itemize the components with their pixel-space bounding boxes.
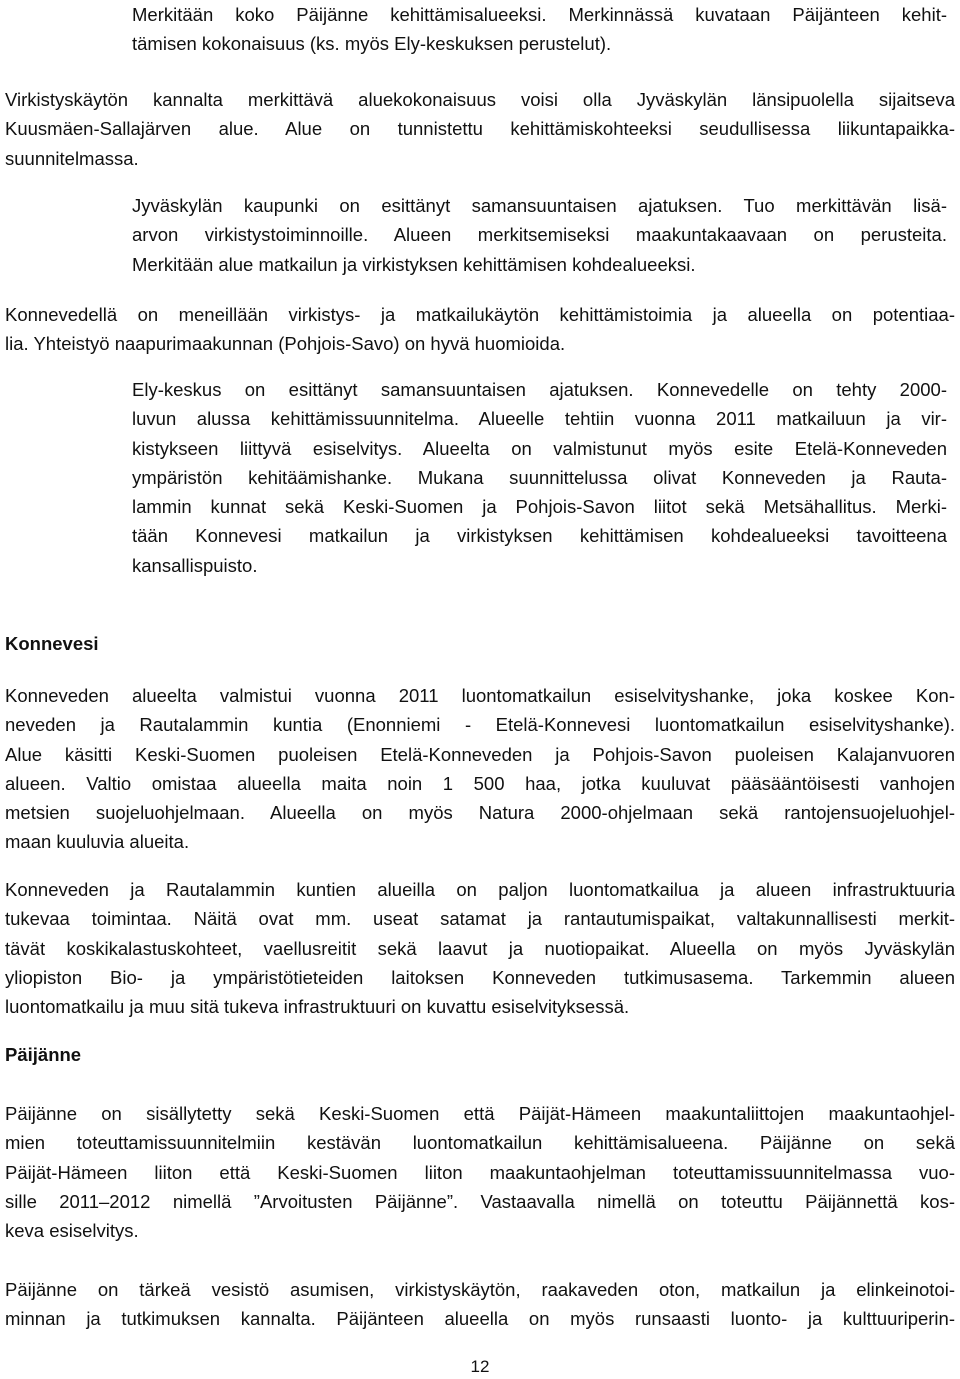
paragraph-ely-statement — [132, 375, 947, 580]
text-line: lammin kunnat sekä Keski-Suomen ja Pohjois-Savon liitot sekä Metsähallitus. Merki- — [132, 496, 947, 518]
text-line: maan kuuluvia alueita. — [5, 831, 190, 853]
text-line: Konneveden alueelta valmistui vuonna 2011 luontomatkailun esiselvityshanke, joka koskee Kon- — [5, 685, 955, 706]
text-line: Merkitään alue matkailun ja virkistyksen kehittämisen kohdealueeksi. — [132, 253, 696, 275]
text-line: lia. Yhteistyö naapurimaakunnan (Pohjois-Savo) on hyvä huomioida. — [5, 333, 566, 355]
section-heading-paijanne: Päijänne — [5, 1044, 82, 1065]
text-line: ympäristön kehitäämishanke. Mukana suunnittelussa olivat Konneveden ja Rauta- — [132, 466, 947, 488]
text-line: Ely-keskus on esittänyt samansuuntaisen ajatuksen. Konnevedelle on tehty 2000- — [132, 379, 947, 400]
text-line: tävät koskikalastuskohteet, vaellusreitit sekä laavut ja nuotiopaikat. Alueella on myös Jyväskylän — [5, 937, 955, 959]
text-line: minnan ja tutkimuksen kannalta. Päijänteen alueella on myös runsaasti luonto- ja kulttuuriperin- — [5, 1308, 955, 1330]
text-line: mien toteuttamissuunnitelmiin kestävän luontomatkailun kehittämisalueena. Päijänne on sekä — [5, 1132, 955, 1154]
text-line: suunnitelmassa. — [5, 147, 139, 169]
text-line: Kuusmäen-Sallajärven alue. Alue on tunnistettu kehittämiskohteeksi seudullisessa liikuntapaikka- — [5, 118, 955, 140]
paragraph-konnevesi-infrastructure — [5, 875, 955, 1021]
page-number: 12 — [470, 1357, 490, 1376]
text-line: tämisen kokonaisuus (ks. myös Ely-keskuksen perustelut). — [132, 33, 612, 55]
text-line: Virkistyskäytön kannalta merkittävä aluekokonaisuus voisi olla Jyväskylän länsipuolella sijaitseva — [5, 89, 955, 110]
text-line: Päijänne on sisällytetty sekä Keski-Suomen että Päijät-Hämeen maakuntaliittojen maakuntaohjel- — [5, 1103, 955, 1124]
paragraph-jyvaskyla-statement — [132, 191, 947, 279]
text-line: Päijät-Hämeen liiton että Keski-Suomen liiton maakuntaohjelman toteuttamissuunnitelmassa vuo- — [5, 1161, 955, 1183]
text-line: tukevaa toimintaa. Näitä ovat mm. useat satamat ja rantautumispaikat, valtakunnallisesti merkit- — [5, 908, 955, 930]
text-line: keva esiselvitys. — [5, 1220, 139, 1242]
paragraph-konnevesi-potential — [5, 300, 955, 359]
paragraph-paijanne-kehittamisalue — [132, 0, 947, 59]
text-line: Päijänne on tärkeä vesistö asumisen, virkistyskäytön, raakaveden oton, matkailun ja elinkeinotoi- — [5, 1279, 955, 1300]
text-line: alueen. Valtio omistaa alueella maita noin 1 500 haa, jotka kuuluvat pääsääntöisesti vanhojen — [5, 772, 955, 794]
paragraph-paijanne-importance — [5, 1275, 955, 1334]
text-line: neveden ja Rautalammin kuntia (Enonniemi - Etelä-Konnevesi luontomatkailun esiselvityshanke). — [5, 714, 955, 736]
text-line: Alue käsitti Keski-Suomen puoleisen Etelä-Konneveden ja Pohjois-Savon puoleisen Kalajanvuoren — [5, 743, 955, 765]
text-line: kansallispuisto. — [132, 554, 258, 576]
paragraph-kuusmaki-sallajarvi — [5, 85, 955, 173]
text-line: luvun alussa kehittämissuunnitelma. Alueelle tehtiin vuonna 2011 matkailuun ja vir- — [132, 408, 947, 430]
text-line: sille 2011–2012 nimellä ”Arvoitusten Päijänne”. Vastaavalla nimellä on toteuttu Päijännettä kos- — [5, 1190, 955, 1212]
text-line: Merkitään koko Päijänne kehittämisalueeksi. Merkinnässä kuvataan Päijänteen kehit- — [132, 4, 947, 25]
text-line: Konneveden ja Rautalammin kuntien alueilla on paljon luontomatkailua ja alueen infrastruktuuria — [5, 879, 955, 900]
text-line: luontomatkailu ja muu sitä tukeva infrastruktuuri on kuvattu esiselvityksessä. — [5, 996, 630, 1018]
text-line: Konnevedellä on meneillään virkistys- ja matkailukäytön kehittämistoimia ja alueella on potentiaa- — [5, 304, 955, 325]
section-heading-konnevesi: Konnevesi — [5, 633, 99, 654]
text-line: Jyväskylän kaupunki on esittänyt samansuuntaisen ajatuksen. Tuo merkittävän lisä- — [132, 195, 947, 216]
paragraph-paijanne-development — [5, 1099, 955, 1245]
text-line: kistykseen liittyvä esiselvitys. Alueelta on valmistunut myös esite Etelä-Konneveden — [132, 437, 947, 459]
paragraph-konnevesi-esiselvitys — [5, 681, 955, 857]
text-line: arvon virkistystoiminnoille. Alueen merkitsemiseksi maakuntakaavaan on perusteita. — [132, 224, 947, 246]
text-line: yliopiston Bio- ja ympäristötieteiden laitoksen Konneveden tutkimusasema. Tarkemmin alueen — [5, 966, 955, 988]
text-line: tään Konnevesi matkailun ja virkistyksen kehittämisen kohdealueeksi tavoitteena — [132, 525, 947, 547]
text-line: metsien suojeluohjelmaan. Alueella on myös Natura 2000-ohjelmaan sekä rantojensuojeluohjel- — [5, 802, 955, 824]
